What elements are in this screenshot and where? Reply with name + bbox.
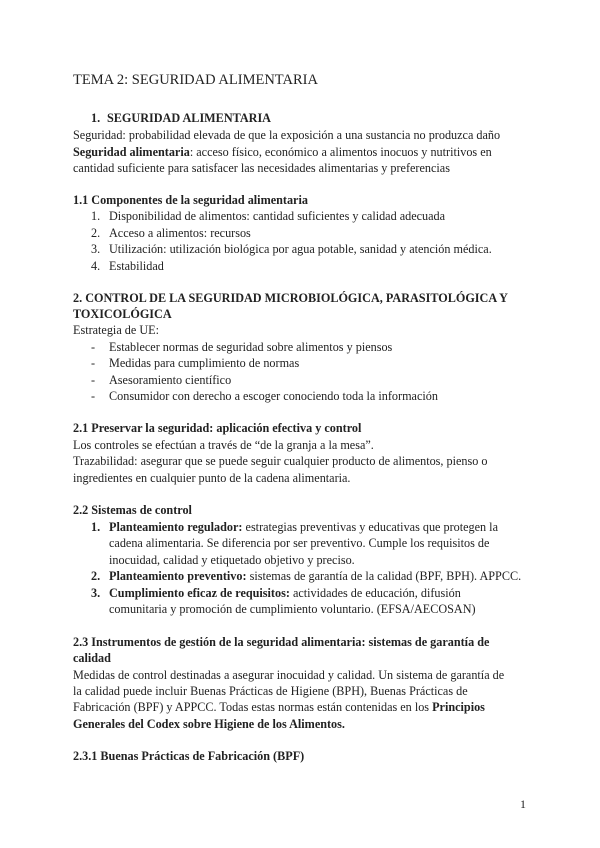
list-item: Consumidor con derecho a escoger conociendo toda la información: [109, 389, 438, 403]
document-title: TEMA 2: SEGURIDAD ALIMENTARIA: [73, 72, 318, 88]
list-item-number: 1.: [91, 209, 101, 223]
list-item: Establecer normas de seguridad sobre alimentos y piensos: [109, 340, 393, 354]
seguridad-alimentaria-definition: [73, 144, 492, 161]
seguridad-alimentaria-text: : acceso físico, económico a alimentos inocuos y nutritivos en: [189, 145, 492, 159]
list-item: [109, 585, 461, 602]
page-number: 1: [520, 797, 526, 811]
list-item-number: 3.: [91, 586, 101, 600]
list-item: Acceso a alimentos: recursos: [109, 226, 251, 240]
paragraph-line: ingredientes en cualquier punto de la cadena alimentaria.: [73, 471, 351, 485]
list-item: Estabilidad: [109, 259, 164, 273]
paragraph-text: Fabricación (BPF) y APPCC. Todas estas normas están contenidas en los: [73, 700, 433, 714]
section-1-heading: SEGURIDAD ALIMENTARIA: [107, 111, 271, 125]
list-item-number: 4.: [91, 259, 101, 273]
paragraph-line: Los controles se efectúan a través de “de la granja a la mesa”.: [73, 438, 374, 452]
section-2-3-1-heading: 2.3.1 Buenas Prácticas de Fabricación (BPF): [73, 749, 305, 763]
section-1-1-heading: 1.1 Componentes de la seguridad alimentaria: [73, 193, 308, 207]
list-item-number: 1.: [91, 520, 101, 534]
list-item-continuation: comunitaria y promoción de cumplimiento voluntario. (EFSA/AECOSAN): [109, 602, 476, 616]
strategy-intro: Estrategia de UE:: [73, 323, 159, 337]
section-2-heading-line-2: TOXICOLÓGICA: [73, 307, 172, 321]
paragraph-line: Medidas de control destinadas a asegurar inocuidad y calidad. Un sistema de garantía de: [73, 668, 505, 682]
codex-principles-bold: Principios: [432, 700, 485, 714]
section-2-heading: 2. CONTROL DE LA SEGURIDAD MICROBIOLÓGICA, PARASITOLÓGICA Y: [73, 291, 508, 305]
bullet-dash: -: [91, 389, 96, 403]
list-item-label: Cumplimiento eficaz de requisitos:: [109, 586, 290, 600]
list-item-number: 2.: [91, 226, 101, 240]
seguridad-alimentaria-text-2: cantidad suficiente para satisfacer las necesidades alimentarias y preferencias: [73, 161, 450, 175]
bullet-dash: -: [91, 373, 96, 387]
list-item-text: estrategias preventivas y educativas que protegen la: [242, 520, 498, 534]
list-item-text: actividades de educación, difusión: [289, 586, 461, 600]
list-item-number: 3.: [91, 242, 101, 256]
list-item: [109, 568, 521, 585]
bullet-dash: -: [91, 356, 96, 370]
list-item-text: sistemas de garantía de la calidad (BPF, BPH). APPCC.: [246, 569, 522, 583]
section-1-number: 1.: [91, 111, 101, 125]
list-item-continuation: cadena alimentaria. Se diferencia por ser preventivo. Cumple los requisitos de: [109, 536, 490, 550]
seguridad-definition: Seguridad: probabilidad elevada de que la exposición a una sustancia no produzca daño: [73, 128, 501, 142]
list-item-number: 2.: [91, 569, 101, 583]
list-item-continuation: inocuidad, calidad y etiquetado objetivo y preciso.: [109, 553, 355, 567]
list-item: [109, 519, 498, 536]
list-item: Utilización: utilización biológica por agua potable, sanidad y atención médica.: [109, 242, 492, 256]
list-item-label: Planteamiento regulador:: [109, 520, 243, 534]
paragraph-line: la calidad puede incluir Buenas Prácticas de Higiene (BPH), Buenas Prácticas de: [73, 684, 468, 698]
section-2-3-heading-line-2: calidad: [73, 651, 111, 665]
list-item-label: Planteamiento preventivo:: [109, 569, 247, 583]
list-item: Asesoramiento científico: [109, 373, 232, 387]
paragraph-line: [73, 699, 485, 716]
codex-principles-bold-line-2: Generales del Codex sobre Higiene de los Alimentos.: [73, 717, 345, 731]
section-2-3-heading: 2.3 Instrumentos de gestión de la seguridad alimentaria: sistemas de garantía de: [73, 635, 490, 649]
section-2-1-heading: 2.1 Preservar la seguridad: aplicación efectiva y control: [73, 421, 362, 435]
bullet-dash: -: [91, 340, 96, 354]
seguridad-alimentaria-label: Seguridad alimentaria: [73, 145, 190, 159]
list-item: Medidas para cumplimiento de normas: [109, 356, 300, 370]
paragraph-line: Trazabilidad: asegurar que se puede seguir cualquier producto de alimentos, pienso o: [73, 454, 488, 468]
section-2-2-heading: 2.2 Sistemas de control: [73, 503, 192, 517]
list-item: Disponibilidad de alimentos: cantidad suficientes y calidad adecuada: [109, 209, 446, 223]
